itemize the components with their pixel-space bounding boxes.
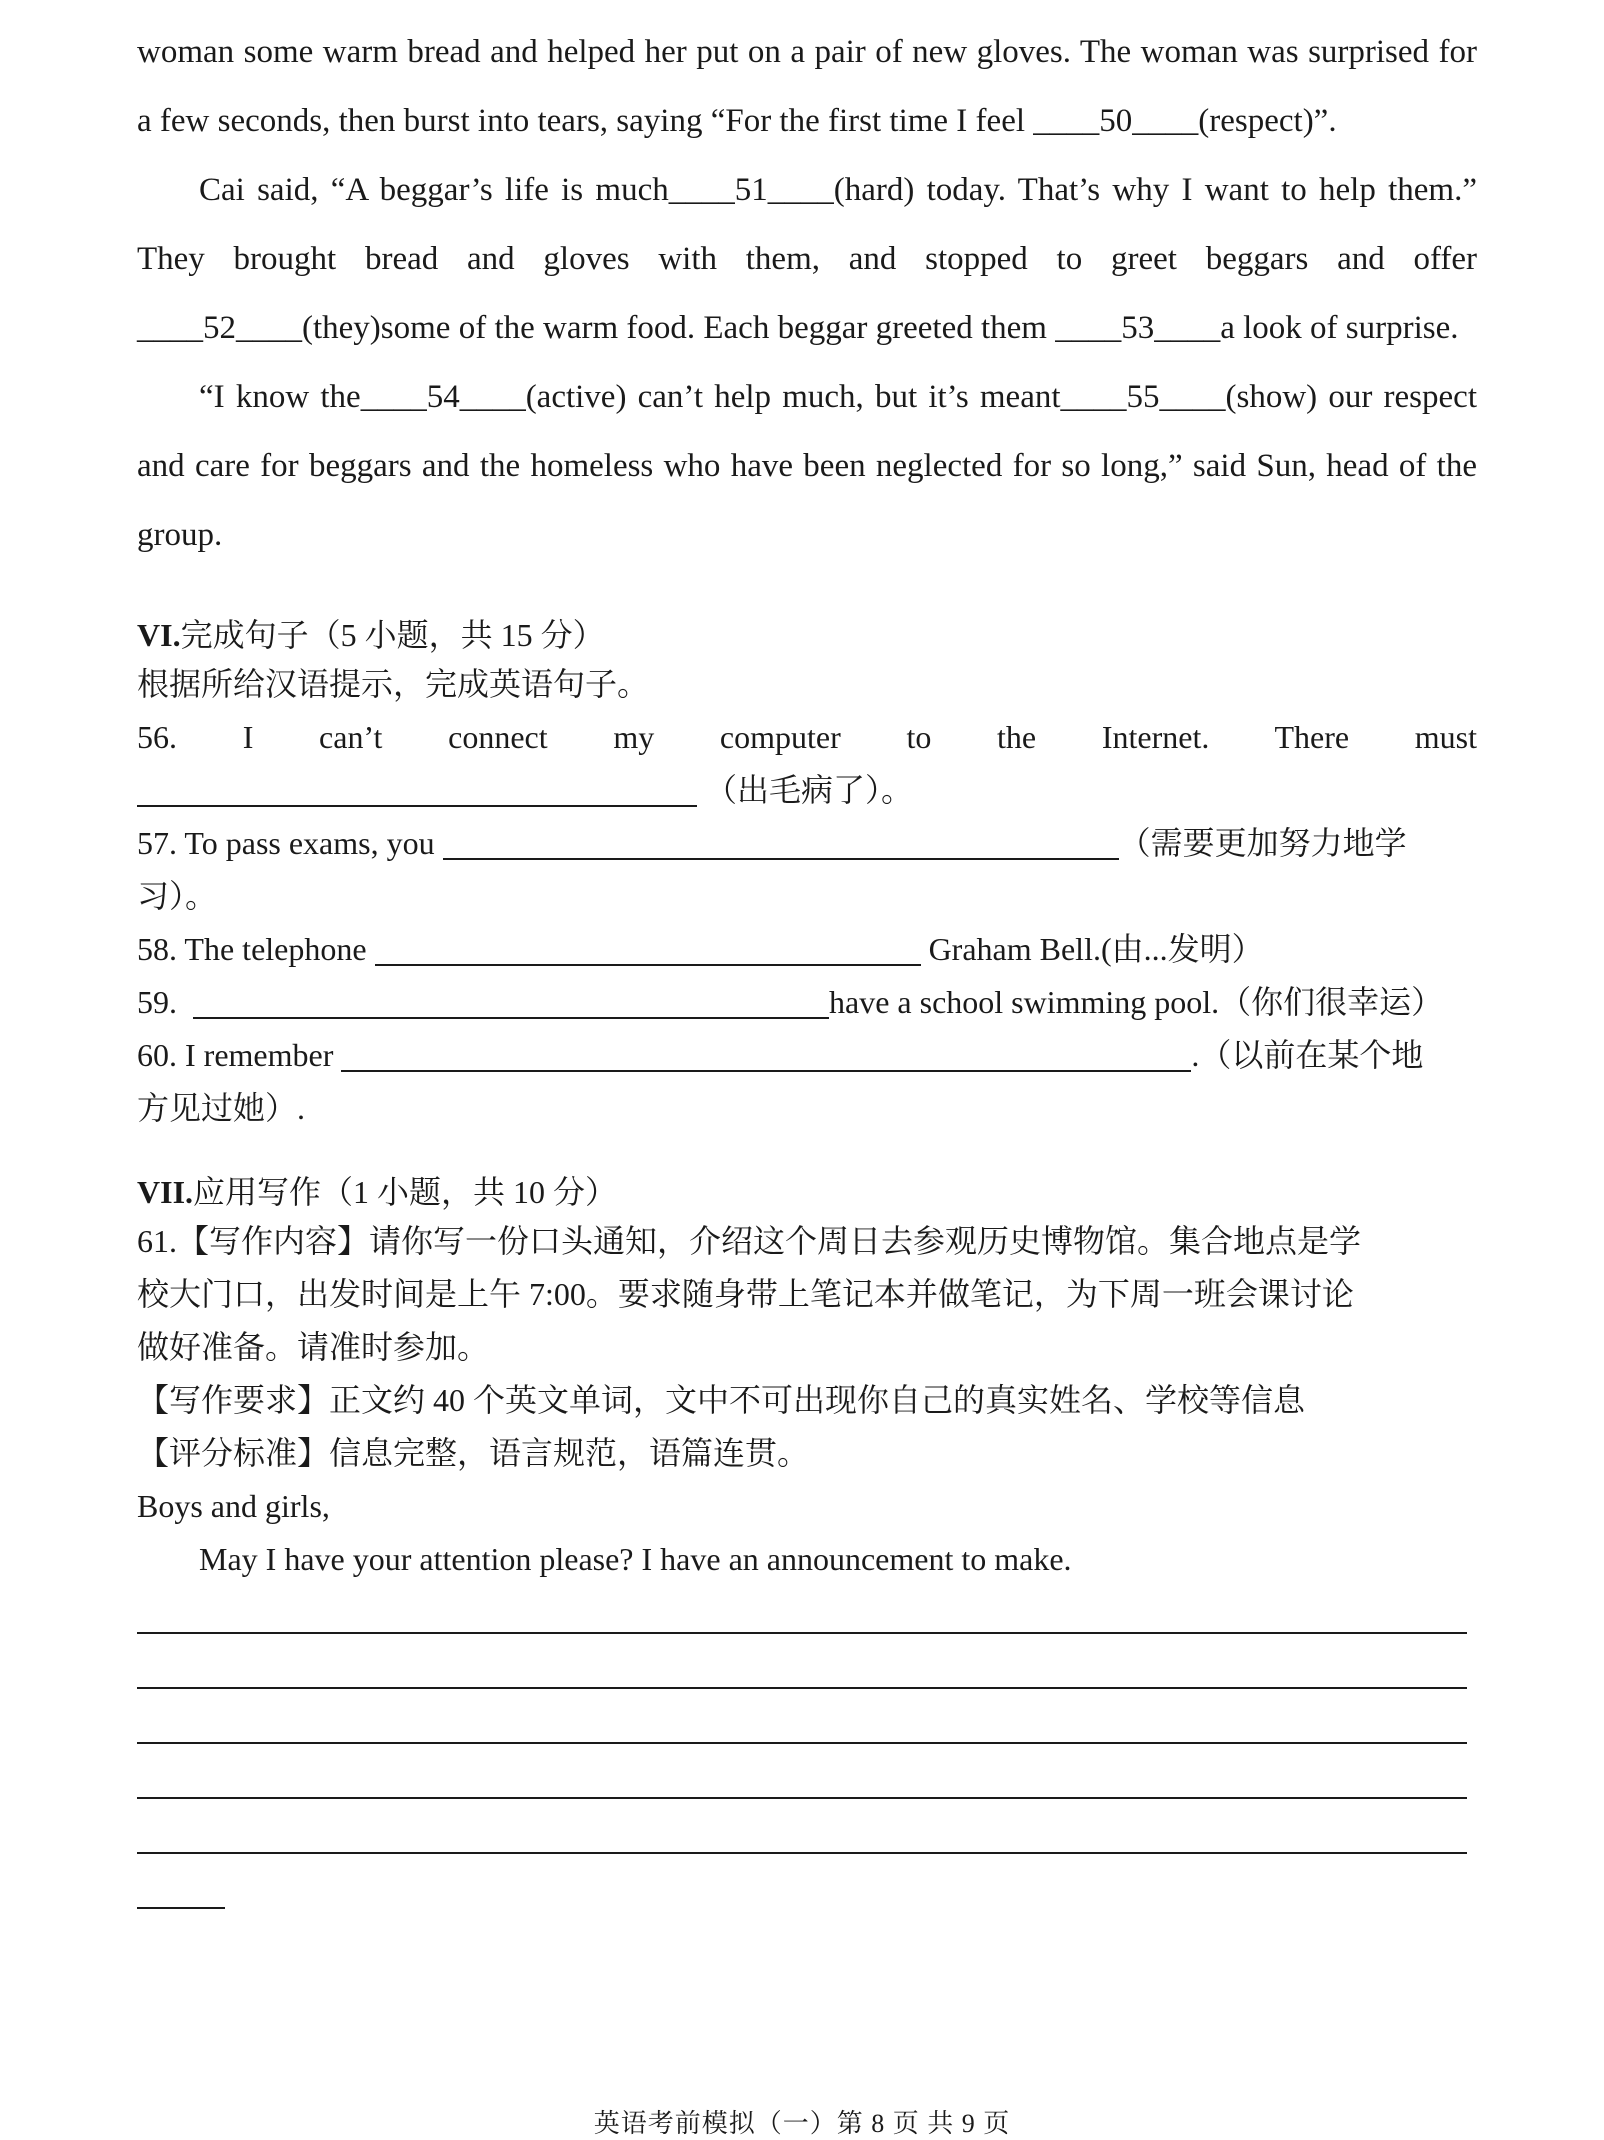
answer-blank[interactable] [193, 983, 829, 1019]
blank-50: ____50____ [1033, 103, 1199, 139]
question-text: 58. The telephone [137, 931, 367, 967]
paragraph-text: (they)some of the warm food. Each beggar greeted them [302, 310, 1056, 346]
paragraph-text: woman some warm bread and helped her put on a pair of new gloves. The woman was surprised for a few seconds, then burst into tears, saying “For the first time I feel [137, 34, 1477, 139]
question-text: 60. I remember [137, 1037, 334, 1073]
question-56-answer-row [137, 764, 1477, 817]
passage-paragraph-3 [137, 363, 1477, 570]
section-6-title [137, 612, 1477, 658]
answer-blank[interactable] [375, 930, 921, 966]
chinese-hint: .（以前在某个地 [1191, 1037, 1424, 1073]
question-60 [137, 1029, 1477, 1082]
answer-blank[interactable] [443, 824, 1119, 860]
question-59 [137, 976, 1477, 1029]
page-footer: 英语考前模拟（一）第 8 页 共 9 页 [593, 2109, 1011, 2138]
chinese-hint: （需要更加努力地学 [1118, 825, 1407, 861]
writing-content-line-2: 校大门口，出发时间是上午 7:00。要求随身带上笔记本并做笔记，为下周一班会课讨论 [137, 1276, 1354, 1312]
question-60-cont: 方见过她）. [137, 1090, 306, 1126]
writing-answer-line-short[interactable] [137, 1907, 225, 1909]
writing-requirement: 【写作要求】正文约 40 个英文单词，文中不可出现你自己的真实姓名、学校等信息 [137, 1382, 1306, 1418]
letter-opening: May I have your attention please? I have an announcement to make. [199, 1541, 1072, 1577]
paragraph-text: (show) our respect and care for beggars and the homeless who have been neglected for so long,” said Sun, head of the group. [137, 379, 1477, 553]
question-56 [137, 711, 1477, 764]
paragraph-text: (respect)”. [1198, 103, 1337, 139]
paragraph-text: “I know the [199, 379, 361, 415]
section-heading: 完成句子（5 小题，共 15 分） [180, 617, 605, 653]
question-text: 57. To pass exams, you [137, 825, 435, 861]
blank-51: ____51____ [668, 172, 834, 208]
section-6-instruction: 根据所给汉语提示，完成英语句子。 [137, 666, 650, 702]
question-58 [137, 923, 1477, 976]
blank-54: ____54____ [360, 379, 526, 415]
section-7-title [137, 1169, 1477, 1215]
section-number: VI. [137, 617, 181, 653]
page-content [137, 18, 1477, 1909]
chinese-hint: （出毛病了）。 [705, 772, 914, 808]
question-57-cont: 习）。 [137, 878, 218, 914]
blank-55: ____55____ [1060, 379, 1226, 415]
scoring-criteria: 【评分标准】信息完整，语言规范，语篇连贯。 [137, 1435, 810, 1471]
section-heading: 应用写作（1 小题，共 10 分） [193, 1174, 618, 1210]
answer-blank[interactable] [341, 1036, 1191, 1072]
question-text: have a school swimming pool.（你们很幸运） [829, 984, 1444, 1020]
answer-blank[interactable] [137, 771, 697, 807]
question-text: 56. I can’t connect my computer to the Internet. There must [137, 719, 1477, 755]
writing-content-line-3: 做好准备。请准时参加。 [137, 1329, 490, 1365]
writing-content-line-1: 61.【写作内容】请你写一份口头通知，介绍这个周日去参观历史博物馆。集合地点是学 [137, 1223, 1362, 1259]
blank-52: ____52____ [137, 310, 302, 346]
passage-paragraph-1 [137, 18, 1477, 156]
question-number: 59. [137, 984, 177, 1020]
paragraph-text: (hard) today. That’s why I want to help them.” They brought bread and gloves with them, and stopped to greet beggars and offer [137, 172, 1477, 277]
paragraph-text: a look of surprise. [1220, 310, 1459, 346]
paragraph-text: (active) can’t help much, but it’s meant [525, 379, 1061, 415]
paragraph-text: Cai said, “A beggar’s life is much [199, 172, 669, 208]
passage-paragraph-2 [137, 156, 1477, 363]
blank-53: ____53____ [1055, 310, 1221, 346]
letter-greeting: Boys and girls, [137, 1488, 330, 1524]
question-text: Graham Bell.(由...发明） [928, 931, 1264, 967]
section-number: VII. [137, 1174, 194, 1210]
question-57 [137, 817, 1477, 870]
